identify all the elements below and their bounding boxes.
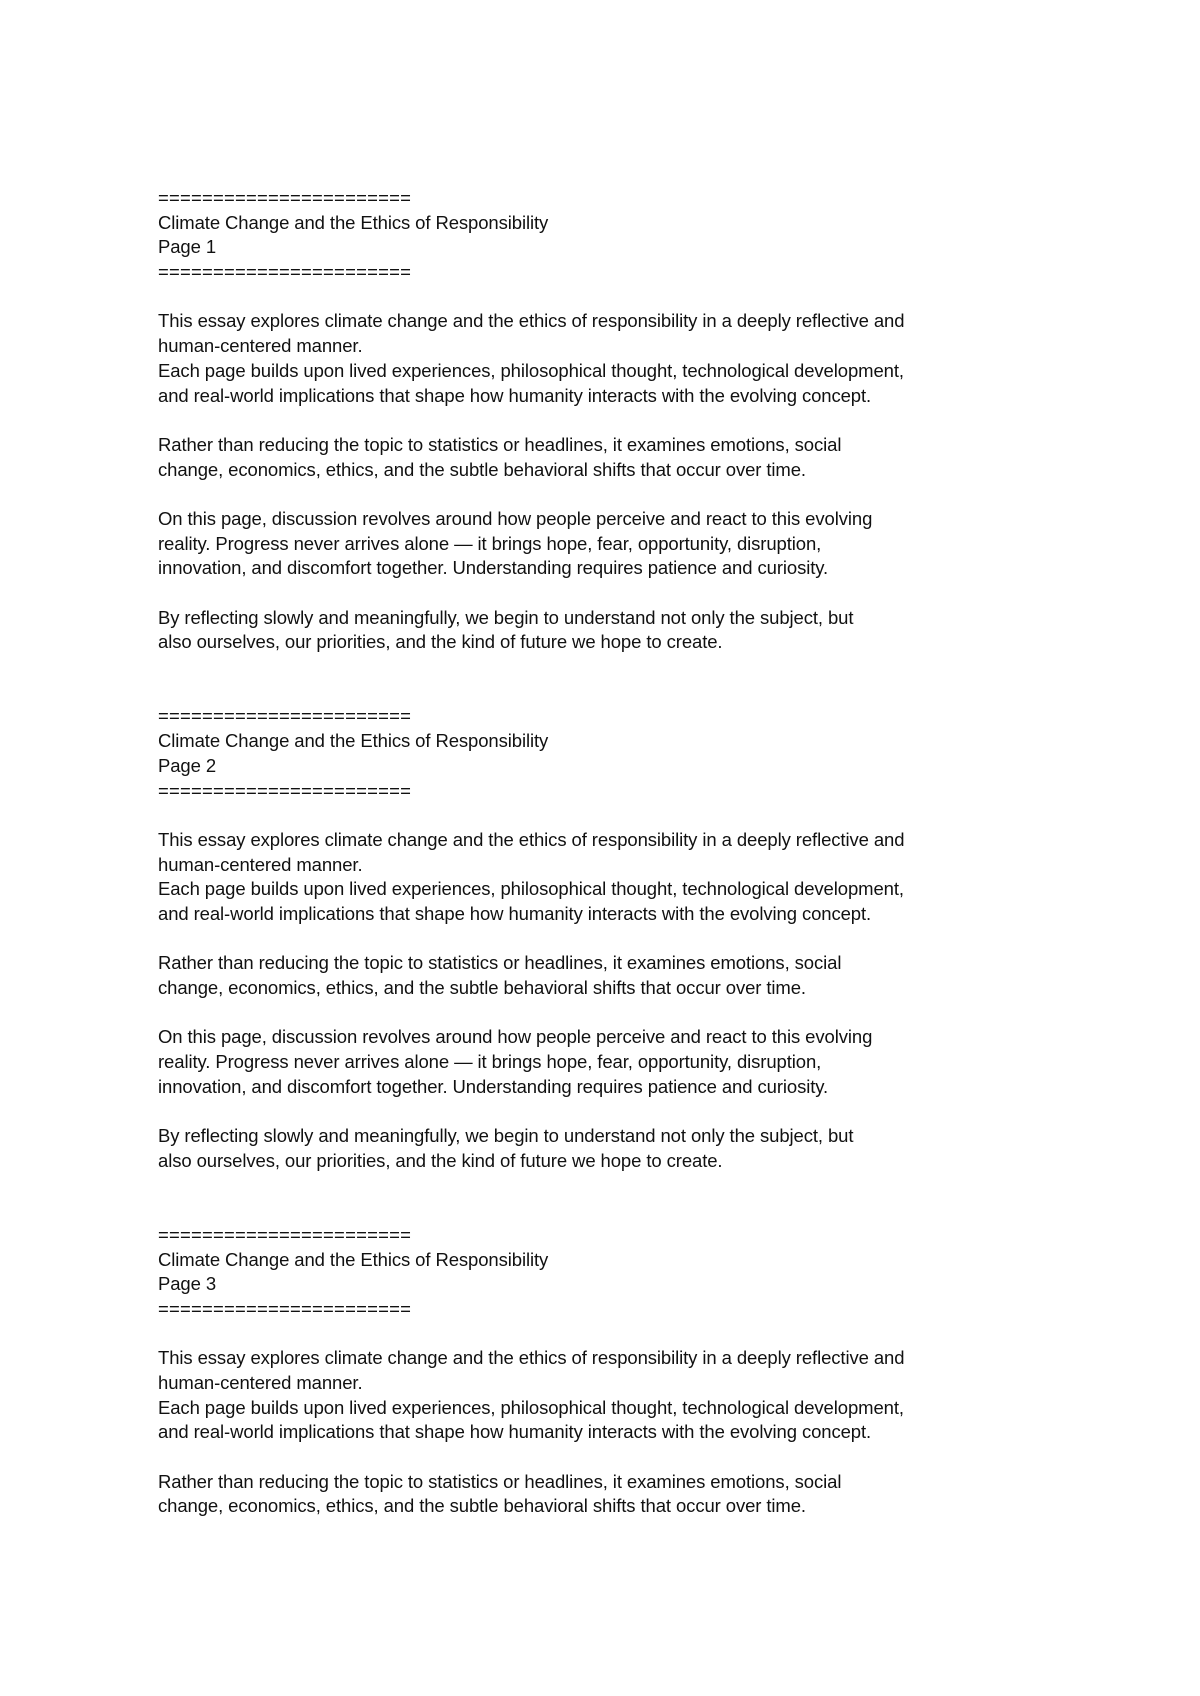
text-line: innovation, and discomfort together. Understanding requires patience and curiosity. — [158, 557, 829, 579]
text-line: Rather than reducing the topic to statistics or headlines, it examines emotions, social — [158, 1470, 842, 1492]
text-line: change, economics, ethics, and the subtle behavioral shifts that occur over time. — [158, 458, 806, 480]
separator-line: ======================= — [158, 1223, 412, 1245]
paragraph-intro — [158, 828, 1058, 927]
text-line: human-centered manner. — [158, 1372, 363, 1394]
text-line: reality. Progress never arrives alone — it brings hope, fear, opportunity, disruption, — [158, 1051, 822, 1073]
page-label: Page 3 — [158, 1273, 217, 1295]
text-line: By reflecting slowly and meaningfully, we begin to understand not only the subject, but — [158, 1125, 854, 1147]
text-line: and real-world implications that shape how humanity interacts with the evolving concept. — [158, 1421, 872, 1443]
text-line: Each page builds upon lived experiences, philosophical thought, technological development, — [158, 878, 904, 900]
section-title: Climate Change and the Ethics of Responsibility — [158, 730, 549, 752]
text-line: On this page, discussion revolves around how people perceive and react to this evolving — [158, 507, 873, 529]
section-page-1 — [158, 186, 1058, 655]
text-line: reality. Progress never arrives alone — it brings hope, fear, opportunity, disruption, — [158, 532, 822, 554]
page-label: Page 1 — [158, 236, 217, 258]
text-line: Rather than reducing the topic to statistics or headlines, it examines emotions, social — [158, 952, 842, 974]
paragraph-intro — [158, 1346, 1058, 1445]
section-title: Climate Change and the Ethics of Responsibility — [158, 1248, 549, 1270]
separator-line: ======================= — [158, 1297, 412, 1319]
paragraph-rather — [158, 951, 1058, 1000]
text-line: This essay explores climate change and the ethics of responsibility in a deeply reflective and — [158, 1347, 905, 1369]
section-title: Climate Change and the Ethics of Responsibility — [158, 211, 549, 233]
paragraph-reflecting — [158, 606, 1058, 655]
text-line: Each page builds upon lived experiences, philosophical thought, technological development, — [158, 359, 904, 381]
text-line: This essay explores climate change and the ethics of responsibility in a deeply reflective and — [158, 310, 905, 332]
text-line: By reflecting slowly and meaningfully, we begin to understand not only the subject, but — [158, 606, 854, 628]
text-line: On this page, discussion revolves around how people perceive and react to this evolving — [158, 1026, 873, 1048]
paragraph-intro — [158, 309, 1058, 408]
text-line: change, economics, ethics, and the subtle behavioral shifts that occur over time. — [158, 1495, 806, 1517]
text-line: Each page builds upon lived experiences, philosophical thought, technological development, — [158, 1396, 904, 1418]
paragraph-rather — [158, 433, 1058, 482]
text-line: This essay explores climate change and the ethics of responsibility in a deeply reflective and — [158, 828, 905, 850]
paragraph-discussion — [158, 1025, 1058, 1099]
separator-line: ======================= — [158, 261, 412, 283]
paragraph-reflecting — [158, 1124, 1058, 1173]
text-line: human-centered manner. — [158, 335, 363, 357]
page-label: Page 2 — [158, 754, 217, 776]
paragraph-discussion — [158, 507, 1058, 581]
text-line: innovation, and discomfort together. Understanding requires patience and curiosity. — [158, 1075, 829, 1097]
text-line: also ourselves, our priorities, and the kind of future we hope to create. — [158, 631, 723, 653]
text-line: Rather than reducing the topic to statistics or headlines, it examines emotions, social — [158, 433, 842, 455]
document-body — [158, 186, 1058, 1519]
text-line: also ourselves, our priorities, and the kind of future we hope to create. — [158, 1149, 723, 1171]
section-page-3 — [158, 1223, 1058, 1519]
section-page-2 — [158, 704, 1058, 1173]
separator-line: ======================= — [158, 187, 412, 208]
separator-line: ======================= — [158, 779, 412, 801]
text-line: human-centered manner. — [158, 853, 363, 875]
separator-line: ======================= — [158, 705, 412, 727]
text-line: change, economics, ethics, and the subtle behavioral shifts that occur over time. — [158, 977, 806, 999]
text-line: and real-world implications that shape how humanity interacts with the evolving concept. — [158, 902, 872, 924]
text-line: and real-world implications that shape how humanity interacts with the evolving concept. — [158, 384, 872, 406]
paragraph-rather — [158, 1470, 1058, 1519]
